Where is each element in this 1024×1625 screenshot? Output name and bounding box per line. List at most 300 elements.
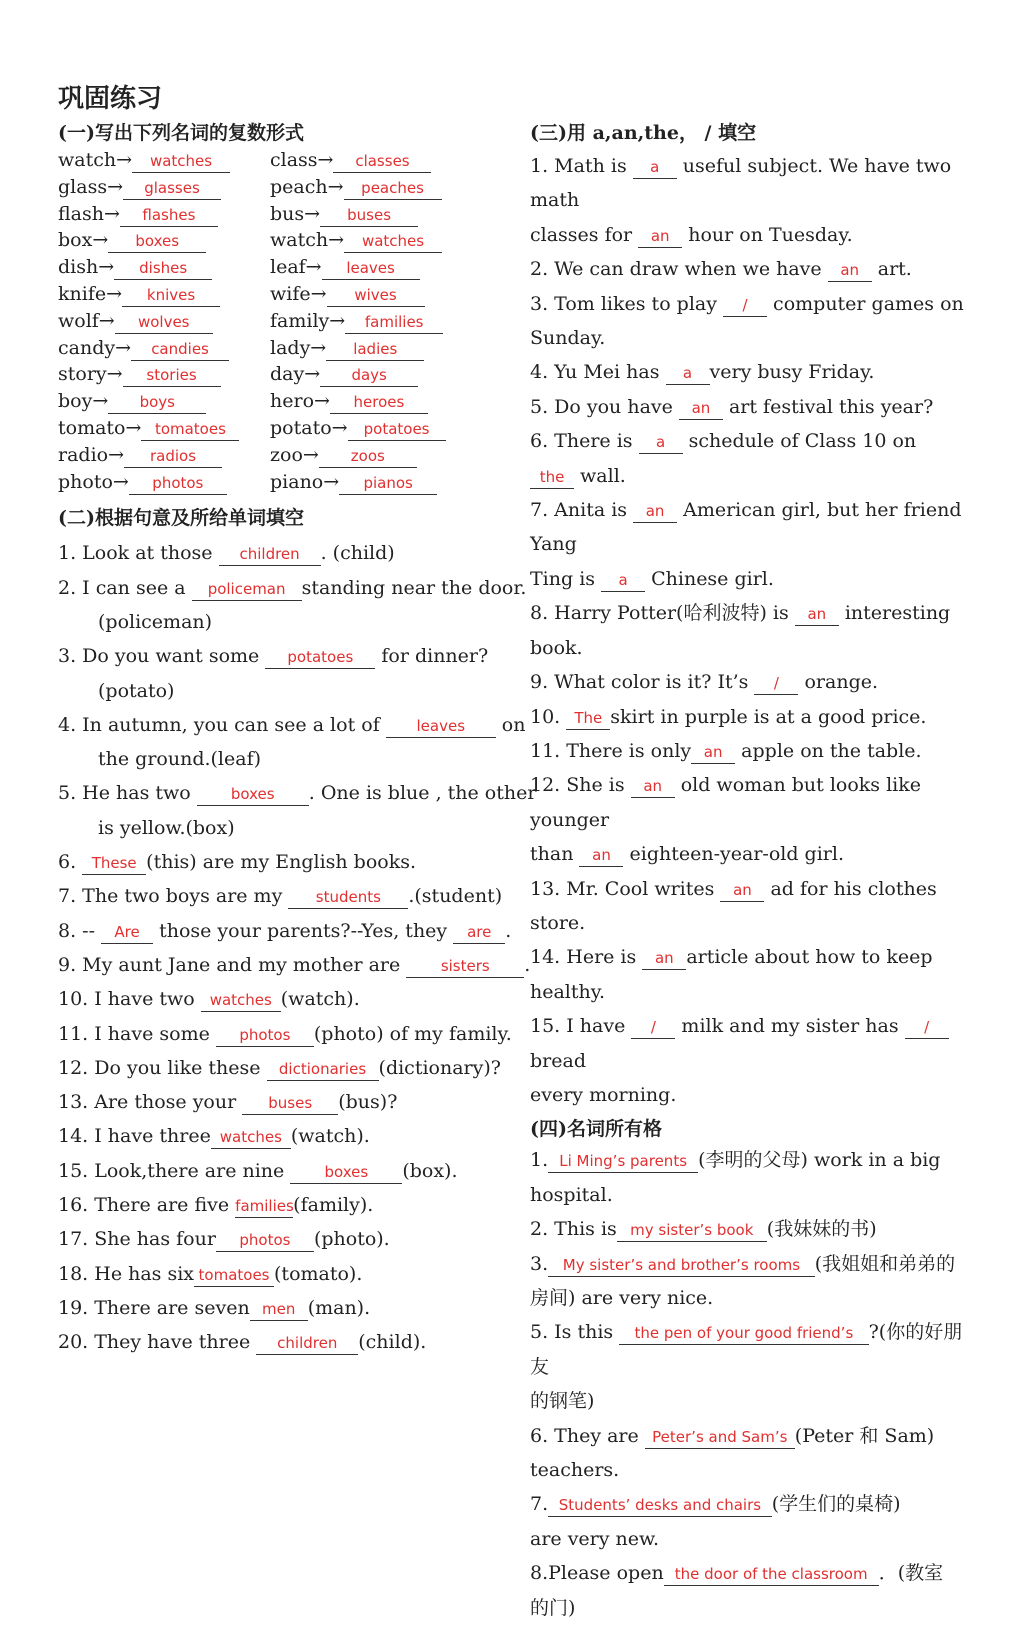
line-text: classes for: [530, 223, 639, 246]
answer-blank: [330, 390, 428, 414]
question-text: .(student): [408, 885, 503, 908]
plural-row: [58, 417, 498, 444]
text-line: [530, 390, 966, 424]
line-text: 13. Mr. Cool writes: [530, 877, 721, 900]
question-text: (dictionary)?: [378, 1056, 501, 1079]
answer-text: photos: [152, 473, 204, 492]
line-text: bread: [530, 1049, 586, 1072]
answer-blank: [101, 920, 153, 944]
answer-blank: [192, 577, 302, 601]
answer-text: boxes: [324, 1162, 369, 1181]
answer-blank: [905, 1015, 949, 1039]
base-word: bus→: [270, 202, 321, 225]
answer-blank: [123, 176, 221, 200]
fill-blank-list: [58, 536, 537, 1359]
answer-blank: [633, 155, 677, 179]
answer-blank: [235, 1194, 293, 1218]
text-line: [530, 1591, 966, 1625]
answer-blank: [290, 1160, 402, 1184]
section2-title: (二)根据句意及所给单词填空: [58, 507, 304, 530]
base-word: zoo→: [270, 443, 319, 466]
answer-blank: [345, 310, 443, 334]
possessive-list: [530, 1143, 966, 1625]
answer-text: an: [645, 502, 665, 521]
line-text: milk and my sister has: [675, 1015, 905, 1038]
base-word: story→: [58, 363, 123, 386]
answer-blank: [631, 1015, 675, 1039]
text-line: [530, 1247, 966, 1281]
base-word: watch→: [58, 149, 133, 171]
answer-blank: [548, 1253, 815, 1277]
line-text: 4. Yu Mei has: [530, 361, 666, 384]
answer-blank: [691, 740, 735, 764]
question-text: .: [505, 919, 512, 942]
answer-text: are: [467, 922, 492, 941]
answer-blank: [754, 671, 798, 695]
answer-blank: [115, 310, 213, 334]
text-line: [530, 218, 966, 252]
answer-blank: [123, 363, 221, 387]
answer-blank: [548, 1493, 772, 1517]
plural-forms-grid: [58, 149, 498, 497]
answer-text: Students’ desks and chairs: [558, 1496, 762, 1515]
line-text: 2. We can draw when we have: [530, 258, 828, 281]
answer-blank: [333, 149, 431, 173]
text-line: [530, 149, 966, 218]
line-text: useful subject. We have two math: [530, 155, 952, 212]
text-line: [530, 768, 966, 837]
answer-blank: [386, 714, 496, 738]
question-text: 6.: [58, 851, 83, 874]
question-continuation: (potato): [98, 679, 175, 702]
plural-item: [58, 203, 218, 227]
plural-row: [58, 176, 498, 203]
text-line: [530, 1315, 966, 1384]
question-text: for dinner?: [375, 645, 489, 668]
question-item: [58, 1051, 501, 1085]
answer-blank: [216, 1023, 314, 1047]
answer-text: an: [592, 846, 611, 865]
question-text: 9. My aunt Jane and my mother are: [58, 953, 407, 976]
text-line: [530, 321, 966, 355]
plural-item: [58, 149, 230, 173]
answer-text: a: [650, 158, 660, 176]
plural-item: [58, 256, 212, 280]
line-text: ad for his clothes store.: [530, 877, 937, 934]
question-text: . (child): [320, 542, 395, 565]
plural-item: [270, 390, 428, 414]
text-line: [530, 665, 966, 699]
answer-text: /: [773, 674, 779, 693]
answer-blank: [327, 283, 425, 307]
answer-text: zoos: [350, 446, 385, 465]
answer-text: Peter’s and Sam’s: [652, 1427, 788, 1446]
text-line: [530, 734, 966, 768]
plural-item: [270, 444, 417, 468]
question-item: [58, 1085, 498, 1119]
answer-blank: [723, 293, 767, 317]
article-fill-list: [530, 149, 966, 1112]
plural-item: [58, 229, 206, 253]
answer-blank: [242, 1091, 338, 1115]
line-text: (学生们的桌椅): [771, 1493, 901, 1516]
text-line: [530, 1384, 966, 1418]
line-text: (我姐姐和弟弟的: [814, 1252, 956, 1275]
answer-text: Li Ming’s parents: [559, 1152, 688, 1171]
plural-row: [58, 229, 498, 256]
line-text: orange.: [798, 671, 879, 694]
question-text: (bus)?: [338, 1091, 398, 1114]
line-text: 6. They are: [530, 1424, 645, 1447]
answer-text: an: [840, 261, 860, 280]
answer-text: dishes: [139, 259, 188, 278]
answer-text: a: [682, 364, 693, 383]
answer-blank: [322, 256, 420, 280]
answer-blank: [219, 542, 321, 566]
answer-blank: [566, 706, 610, 730]
answer-text: My sister’s and brother’s rooms: [562, 1255, 801, 1274]
answer-text: children: [277, 1334, 338, 1353]
answer-text: days: [351, 366, 387, 385]
answer-text: sisters: [440, 956, 490, 975]
line-text: 7.: [530, 1493, 549, 1516]
base-word: family→: [270, 309, 346, 332]
answer-text: These: [91, 854, 137, 873]
answer-blank: [120, 203, 218, 227]
answer-text: potatoes: [363, 419, 430, 438]
line-text: skirt in purple is at a good price.: [610, 705, 927, 728]
plural-row: [58, 203, 498, 230]
answer-blank: [82, 851, 146, 875]
question-text: 5. He has two: [58, 782, 197, 805]
answer-text: dictionaries: [278, 1059, 367, 1078]
plural-row: [58, 149, 498, 176]
plural-item: [270, 471, 437, 495]
answer-blank: [288, 885, 408, 909]
base-word: wife→: [270, 282, 327, 305]
line-text: 15. I have: [530, 1015, 632, 1038]
question-text: (watch).: [290, 1125, 370, 1148]
answer-text: an: [691, 398, 711, 417]
answer-text: boxes: [230, 785, 275, 804]
plural-item: [58, 444, 222, 468]
text-line: [530, 1078, 966, 1112]
plural-item: [270, 176, 442, 200]
question-item: [58, 639, 498, 673]
answer-text: knives: [146, 285, 196, 304]
line-text: hospital.: [530, 1183, 613, 1206]
answer-text: leaves: [416, 716, 466, 735]
question-text: 15. Look,there are nine: [58, 1159, 291, 1182]
line-text: apple on the table.: [735, 739, 922, 762]
line-text: 8. Harry Potter(哈利波特) is: [530, 602, 795, 625]
answer-text: an: [650, 226, 670, 245]
answer-blank: [256, 1331, 358, 1355]
question-item: [58, 1188, 498, 1222]
answer-text: Are: [114, 922, 140, 941]
answer-blank: [194, 1263, 274, 1287]
question-continuation: the ground.(leaf): [98, 748, 262, 771]
section4-title: (四)名词所有格: [530, 1118, 662, 1141]
answer-text: wives: [354, 285, 397, 304]
answer-blank: [631, 774, 675, 798]
question-text: 18. He has six: [58, 1262, 195, 1285]
answer-blank: [720, 878, 764, 902]
answer-blank: [131, 337, 229, 361]
line-text: are very new.: [530, 1527, 660, 1550]
base-word: piano→: [270, 470, 340, 493]
question-text: 13. Are those your: [58, 1091, 243, 1114]
answer-text: students: [315, 888, 381, 907]
answer-text: photos: [239, 1231, 291, 1250]
text-line: [530, 1487, 966, 1521]
plural-item: [270, 417, 446, 441]
plural-item: [270, 203, 418, 227]
answer-blank: [265, 645, 375, 669]
plural-row: [58, 310, 498, 337]
question-text: (man).: [307, 1296, 371, 1319]
answer-text: an: [733, 880, 752, 899]
line-text: 的门): [530, 1596, 576, 1619]
line-text: computer games on: [767, 292, 964, 315]
answer-blank: [132, 149, 230, 173]
line-text: art.: [871, 258, 912, 281]
plural-item: [58, 283, 220, 307]
line-text: Chinese girl.: [645, 567, 774, 590]
base-word: photo→: [58, 470, 129, 493]
answer-text: /: [650, 1018, 656, 1037]
answer-blank: [129, 471, 227, 495]
question-item: [58, 1119, 498, 1153]
text-line: [530, 424, 966, 493]
line-text: 10.: [530, 705, 567, 728]
question-text: (child).: [358, 1331, 427, 1354]
plural-row: [58, 390, 498, 417]
page-title: 巩固练习: [58, 84, 163, 114]
answer-blank: [639, 430, 683, 454]
question-text: 14. I have three: [58, 1125, 211, 1148]
answer-text: families: [364, 312, 424, 331]
line-text: 11. There is only: [530, 739, 692, 762]
answer-text: stories: [146, 366, 197, 385]
plural-item: [58, 417, 239, 441]
right-column: [530, 118, 966, 1625]
section3-title: (三)用 a,an,the， / 填空: [530, 122, 757, 144]
text-line: [530, 252, 966, 286]
question-text: 7. The two boys are my: [58, 885, 289, 908]
plural-row: [58, 256, 498, 283]
answer-text: my sister’s book: [630, 1221, 754, 1240]
answer-text: policeman: [207, 579, 286, 598]
answer-text: ladies: [353, 339, 398, 358]
line-text: very busy Friday.: [709, 361, 875, 384]
plural-item: [270, 149, 431, 173]
line-text: (我妹妹的书): [766, 1218, 877, 1241]
question-item: [58, 776, 537, 810]
answer-blank: [664, 1562, 879, 1586]
question-text: 2. I can see a: [58, 576, 192, 599]
line-text: schedule of Class 10 on: [682, 430, 917, 453]
answer-blank: [108, 229, 206, 253]
answer-blank: [619, 1321, 868, 1345]
question-text: (photo).: [313, 1228, 390, 1251]
text-line: [530, 287, 966, 321]
answer-text: buses: [347, 205, 392, 224]
answer-blank: [530, 465, 574, 489]
question-continuation: (policeman): [98, 610, 213, 633]
answer-blank: [666, 361, 710, 385]
plural-row: [58, 471, 498, 498]
answer-text: a: [655, 433, 666, 452]
question-item: [58, 536, 498, 570]
plural-row: [58, 444, 498, 471]
answer-text: a: [618, 570, 628, 589]
question-item: [58, 845, 498, 879]
base-word: glass→: [58, 175, 123, 198]
answer-blank: [642, 946, 686, 970]
answer-blank: [828, 258, 872, 282]
answer-blank: [108, 390, 206, 414]
question-text: standing near the door.: [301, 576, 527, 599]
question-text: 12. Do you like these: [58, 1056, 267, 1079]
base-word: flash→: [58, 202, 120, 225]
line-text: 的钢笔): [530, 1390, 595, 1413]
line-text: old woman but looks like younger: [530, 774, 921, 831]
plural-row: [58, 283, 498, 310]
answer-blank: [326, 337, 424, 361]
answer-text: an: [654, 949, 674, 968]
question-text: 19. There are seven: [58, 1296, 250, 1319]
question-text: (family).: [293, 1194, 374, 1216]
answer-blank: [579, 843, 623, 867]
base-word: hero→: [270, 390, 330, 413]
line-text: than: [530, 843, 580, 866]
answer-text: an: [703, 742, 723, 761]
answer-blank: [211, 1125, 291, 1149]
answer-blank: [795, 602, 839, 626]
text-line: [530, 1522, 966, 1556]
line-text: ?(你的好朋友: [530, 1321, 963, 1378]
answer-text: buses: [268, 1094, 313, 1113]
answer-blank: [197, 782, 309, 806]
answer-blank: [348, 417, 446, 441]
base-word: watch→: [270, 229, 345, 252]
text-line: [530, 1281, 966, 1315]
text-line: [530, 1556, 966, 1590]
line-text: 3.: [530, 1252, 549, 1275]
left-column: [58, 118, 537, 1359]
plural-item: [270, 229, 442, 253]
answer-text: potatoes: [287, 648, 354, 667]
text-line: [530, 700, 966, 734]
base-word: peach→: [270, 175, 344, 198]
answer-text: watches: [361, 232, 425, 251]
line-text: 1.: [530, 1149, 549, 1172]
answer-text: /: [924, 1018, 930, 1037]
plural-item: [270, 310, 443, 334]
line-text: 7. Anita is: [530, 499, 634, 522]
answer-blank: [320, 363, 418, 387]
answer-blank: [114, 256, 212, 280]
answer-blank: [320, 203, 418, 227]
line-text: every morning.: [530, 1083, 677, 1106]
question-item: [58, 948, 531, 982]
line-text: 5. Is this: [530, 1321, 620, 1344]
question-item: [58, 1154, 498, 1188]
question-text: on: [495, 713, 526, 736]
answer-text: men: [262, 1299, 296, 1318]
answer-text: children: [239, 545, 300, 564]
answer-text: classes: [355, 152, 410, 170]
line-text: 12. She is: [530, 774, 631, 797]
answer-text: boys: [139, 393, 175, 412]
answer-blank: [645, 1425, 795, 1449]
line-text: 8.Please open: [530, 1562, 664, 1585]
base-word: wolf→: [58, 309, 115, 332]
line-text: (李明的父母) work in a big: [698, 1149, 941, 1172]
line-text: article about how to keep healthy.: [530, 946, 933, 1003]
question-item: [58, 914, 512, 948]
answer-text: candies: [151, 339, 209, 358]
line-text: Sunday.: [530, 327, 606, 350]
line-text: 9. What color is it? It’s: [530, 671, 755, 694]
text-line: [530, 1212, 966, 1246]
answer-text: watches: [219, 1128, 282, 1147]
question-item: [58, 708, 526, 742]
line-text: hour on Tuesday.: [682, 223, 853, 246]
answer-text: flashes: [142, 205, 196, 224]
text-line: [530, 355, 966, 389]
answer-blank: [344, 229, 442, 253]
question-continuation: is yellow.(box): [98, 816, 235, 839]
question-text: .: [524, 953, 531, 976]
base-word: leaf→: [270, 256, 322, 279]
line-text: (Peter 和 Sam): [794, 1424, 935, 1447]
question-text: . One is blue , the other: [308, 782, 537, 805]
text-line: [530, 940, 966, 1009]
plural-item: [58, 310, 213, 334]
line-text: ．(教室: [878, 1562, 944, 1585]
answer-text: photos: [239, 1025, 291, 1044]
question-text: (watch).: [280, 988, 360, 1011]
line-text: 房间) are very nice.: [530, 1287, 714, 1309]
question-item: [58, 982, 498, 1016]
question-item: [58, 1325, 498, 1359]
answer-text: tomatoes: [198, 1265, 270, 1284]
plural-row: [58, 363, 498, 390]
line-text: teachers.: [530, 1459, 620, 1482]
answer-blank: [124, 444, 222, 468]
plural-item: [270, 256, 420, 280]
text-line: [530, 1143, 966, 1177]
answer-blank: [319, 444, 417, 468]
answer-text: the pen of your good friend’s: [634, 1324, 854, 1343]
text-line: [530, 562, 966, 596]
base-word: boy→: [58, 390, 109, 413]
base-word: box→: [58, 229, 109, 252]
question-text: (tomato).: [274, 1262, 363, 1285]
plural-item: [270, 283, 425, 307]
question-text: 16. There are five: [58, 1194, 236, 1216]
base-word: potato→: [270, 416, 348, 439]
text-line: [530, 596, 966, 665]
question-text: 11. I have some: [58, 1022, 216, 1045]
line-text: 1. Math is: [530, 155, 633, 177]
answer-blank: [633, 499, 677, 523]
answer-text: an: [807, 605, 827, 624]
question-text: (box).: [402, 1159, 458, 1182]
answer-text: watches: [209, 991, 272, 1010]
